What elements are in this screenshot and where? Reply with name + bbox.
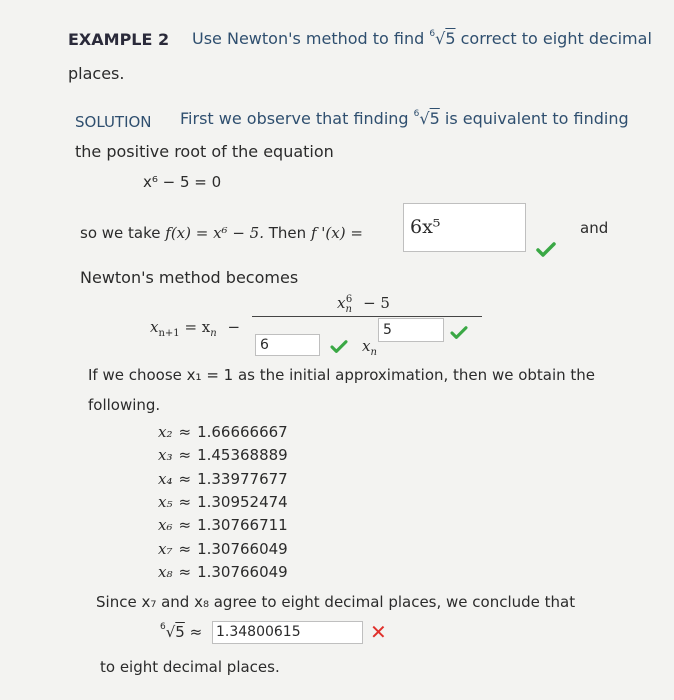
and-word: and <box>580 219 609 237</box>
solution-text-post: is equivalent to finding <box>444 109 629 128</box>
example-text-post: correct to eight decimal <box>460 29 652 48</box>
example-text <box>192 29 652 48</box>
approx-sign: ≈ <box>178 446 192 465</box>
root-answer-value: 1.34800615 <box>216 624 301 640</box>
x-mark-icon: ✕ <box>370 620 387 644</box>
approx-value: 1.30766049 <box>197 539 288 558</box>
approx-var: x₄ <box>158 469 173 488</box>
approx-row <box>158 540 288 558</box>
approx-intro-line2: following. <box>88 396 161 414</box>
exponent-answer-value: 5 <box>383 322 392 338</box>
example-label: EXAMPLE 2 <box>68 30 170 49</box>
coefficient-answer-field[interactable] <box>255 334 320 356</box>
approx-value: 1.33977677 <box>197 469 288 488</box>
approx-sign: ≈ <box>178 423 192 441</box>
take-fx: f(x) = x⁶ − 5. <box>165 224 264 242</box>
conclusion-line3: to eight decimal places. <box>100 658 280 676</box>
example-text-line2: places. <box>68 64 125 83</box>
approx-var: x₈ <box>158 562 173 581</box>
approx-var: x₅ <box>158 492 173 511</box>
solution-text-pre: First we observe that finding <box>180 109 409 128</box>
formula-lhs: $x_{n+1} = x_n$ − <box>150 318 241 339</box>
formula-numerator: $x_n^6 - 5$ <box>337 294 390 315</box>
solution-text-line2: the positive root of the equation <box>75 142 334 161</box>
approx-sign: ≈ <box>178 492 192 511</box>
approx-var: x₃ <box>158 446 173 465</box>
approx-row <box>158 446 288 464</box>
approx-row <box>158 423 288 441</box>
conclusion-line1: Since x₇ and x₈ agree to eight decimal places, we conclude that <box>96 593 576 611</box>
approx-value: 1.45368889 <box>197 446 288 465</box>
approx-row <box>158 563 288 581</box>
solution-text <box>180 109 629 128</box>
fprime-answer-field[interactable] <box>403 203 526 252</box>
fraction-bar <box>252 316 482 317</box>
take-line <box>80 224 363 242</box>
approx-value: 1.30952474 <box>197 492 288 511</box>
denominator-var: $x_n$ <box>362 337 377 358</box>
approx-var: x₂ <box>158 423 173 441</box>
approx-row <box>158 516 288 534</box>
approx-value: 1.66666667 <box>197 423 288 441</box>
newton-becomes: Newton's method becomes <box>80 268 299 287</box>
approx-row <box>158 470 288 488</box>
fprime-answer-value: 6x⁵ <box>410 216 441 238</box>
approx-sign: ≈ <box>178 562 192 581</box>
fprime-label: f '(x) = <box>310 224 363 242</box>
approx-intro-line1: If we choose x₁ = 1 as the initial approximation, then we obtain the <box>88 366 596 384</box>
solution-root: $^6$√5 <box>413 109 440 128</box>
conclusion-root: $^6$√5 ≈ <box>160 622 203 641</box>
checkmark-icon <box>450 326 468 340</box>
approx-var: x₆ <box>158 516 173 535</box>
approx-value: 1.30766711 <box>197 516 288 535</box>
exponent-answer-field[interactable] <box>378 318 444 342</box>
example-root: $^6$√5 <box>429 29 456 48</box>
checkmark-icon <box>536 242 556 258</box>
root-answer-field[interactable] <box>212 621 363 644</box>
checkmark-icon <box>330 340 348 354</box>
approx-sign: ≈ <box>178 469 192 488</box>
approx-value: 1.30766049 <box>197 562 288 581</box>
equation: x⁶ − 5 = 0 <box>143 173 222 191</box>
approx-row <box>158 493 288 511</box>
approx-sign: ≈ <box>178 516 192 535</box>
coefficient-answer-value: 6 <box>260 337 269 353</box>
then-word: Then <box>268 224 307 242</box>
approx-sign: ≈ <box>178 539 192 558</box>
solution-label: SOLUTION <box>75 113 152 131</box>
example-text-pre: Use Newton's method to find <box>192 29 425 48</box>
take-pre: so we take <box>80 224 161 242</box>
approx-var: x₇ <box>158 539 173 558</box>
